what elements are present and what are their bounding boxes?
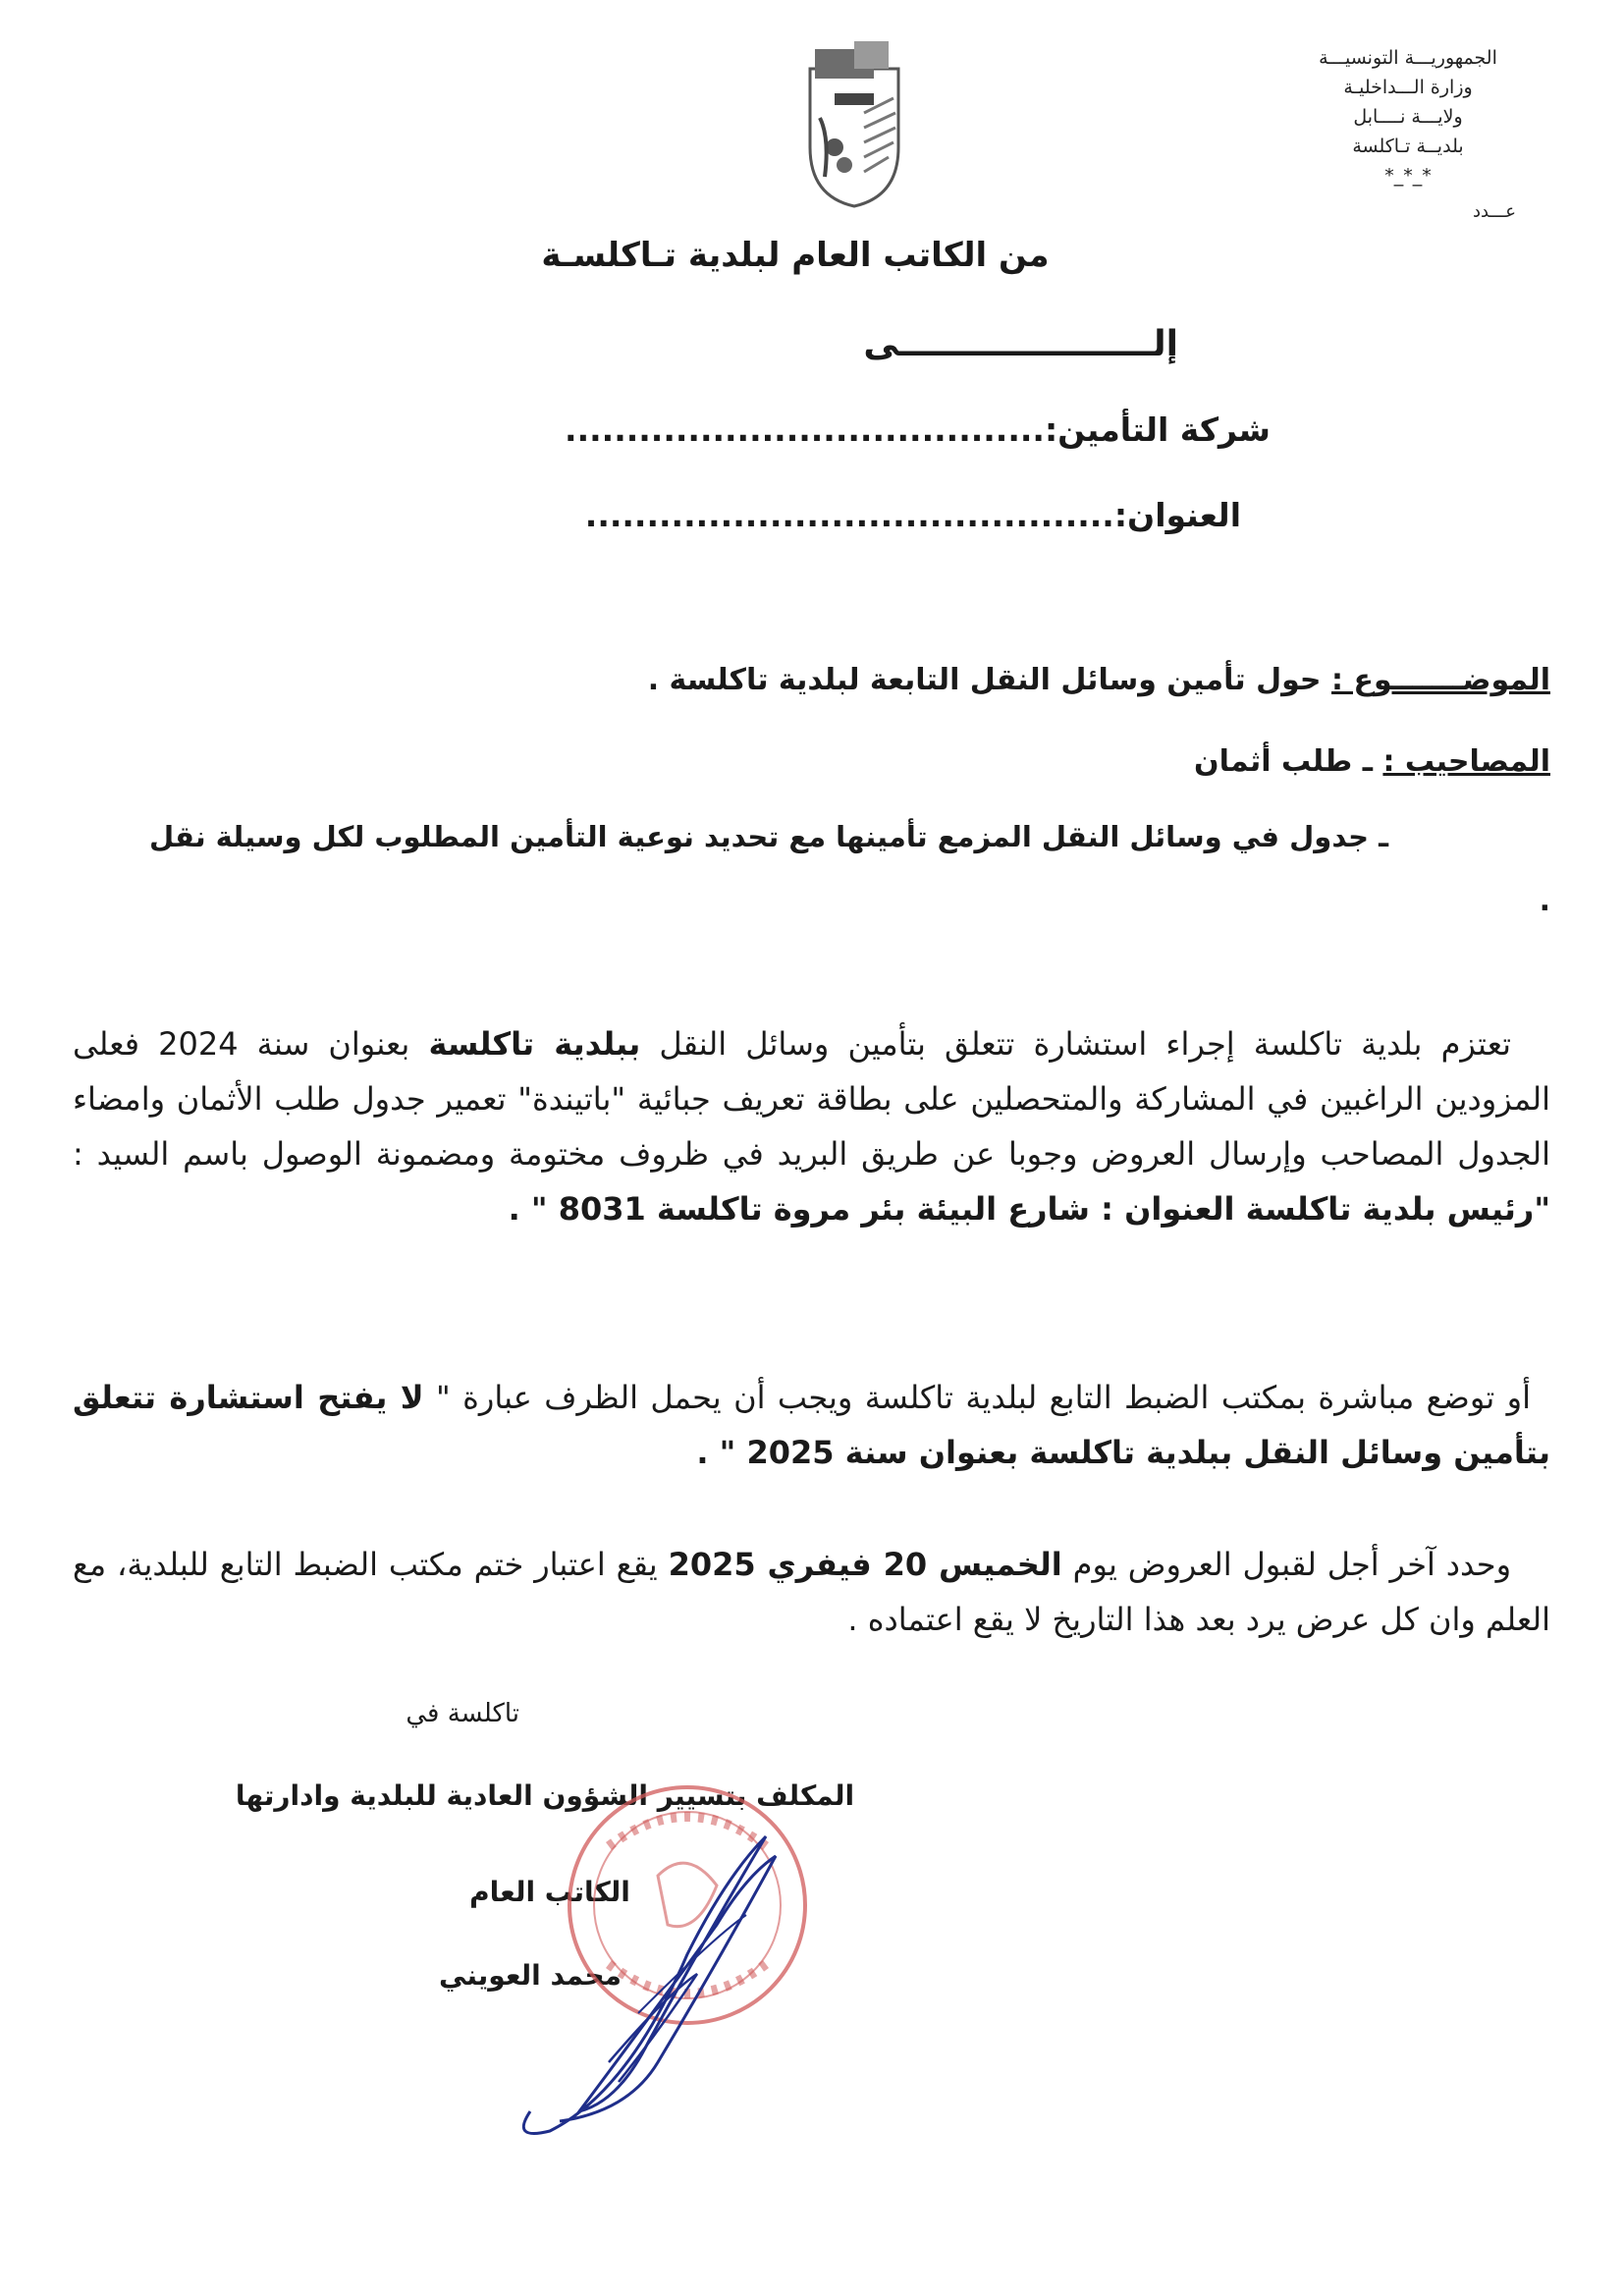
letterhead-ministry: وزارة الـــداخليـة [1343, 77, 1473, 98]
attachments-label: المصاحيب : [1382, 744, 1550, 779]
subject-text: حول تأمين وسائل النقل التابعة لبلدية تاكلسة . [647, 663, 1332, 697]
sender-line: من الكاتب العام لبلدية تـاكلسـة [541, 236, 1050, 275]
letterhead-governorate: ولايـــة نــــابل [1353, 106, 1463, 128]
p2-text-a: أو توضع مباشرة بمكتب الضبط التابع لبلدية تاكلسة ويجب أن يحمل الظرف عبارة " [423, 1379, 1532, 1416]
p3-text-b: الخميس 20 فيفري 2025 [668, 1546, 1062, 1583]
letterhead-municipality: بلديــة تـاكلسة [1352, 136, 1464, 157]
attachment-2-end: . [1539, 884, 1550, 918]
p3-text-a: وحدد آخر أجل لقبول العروض يوم [1061, 1546, 1512, 1583]
body-paragraph-3 [73, 1537, 1550, 1647]
handwritten-signature [491, 1817, 805, 2151]
p1-text-a: تعتزم بلدية تاكلسة إجراء استشارة تتعلق بتأمين وسائل النقل [640, 1025, 1512, 1063]
letterhead [1280, 43, 1536, 191]
signatory-name: محمد العويني [439, 1959, 622, 1992]
attachment-2: ـ جدول في وسائل النقل المزمع تأمينها مع تحديد نوعية التأمين المطلوب لكل وسيلة نقل [148, 820, 1388, 853]
signatory-role: المكلف بتسيير الشؤون العادية للبلدية وادارتها [235, 1779, 855, 1812]
signatory-title: الكاتب العام [469, 1876, 630, 1908]
recipient-to: إلـــــــــــــــــــــى [863, 324, 1178, 364]
municipality-logo [800, 39, 908, 211]
subject-label: الموضـــــــوع : [1331, 663, 1550, 697]
address-field: العنوان:........................................... [584, 496, 1241, 534]
p1-text-c: بعنوان سنة 2024 فعلى المزودين الراغبين في المشاركة والمتحصلين على بطاقة تعريف جبائية "باتيندة" تعمير جدول طلب الأثمان وامضاء الجدول المصاحب وإرسال العروض وجوبا عن طريق البريد في ظروف مختومة ومضمونة الوصول باسم السيد : [73, 1025, 1550, 1173]
insurance-company-field: شركة التأمين:....................................... [565, 410, 1271, 449]
place-date: تاكلسة في [406, 1699, 519, 1728]
p3-text-c: يقع اعتبار ختم مكتب الضبط التابع للبلدية، مع العلم وان كل عرض يرد بعد هذا التاريخ لا يقع اعتماده . [73, 1546, 1550, 1638]
attachments-line [1194, 744, 1550, 779]
body-paragraph-1 [73, 1016, 1550, 1236]
subject-line [648, 663, 1550, 697]
letterhead-stars: *_*_* [1384, 165, 1432, 187]
p2-text-b: لا يفتح استشارة تتعلق بتأمين وسائل النقل ببلدية تاكلسة بعنوان سنة 2025 " . [73, 1379, 1550, 1471]
letterhead-country: الجمهوريـــة التونسيـــة [1319, 47, 1497, 69]
p1-text-d: "رئيس بلدية تاكلسة العنوان : شارع البيئة بئر مروة تاكلسة 8031 " . [508, 1190, 1550, 1228]
body-paragraph-2 [73, 1370, 1550, 1480]
attachment-1: ـ طلب أثمان [1194, 744, 1383, 779]
p1-text-b: ببلدية تاكلسة [428, 1025, 641, 1063]
reference-number-label: عـــدد [1472, 201, 1516, 222]
